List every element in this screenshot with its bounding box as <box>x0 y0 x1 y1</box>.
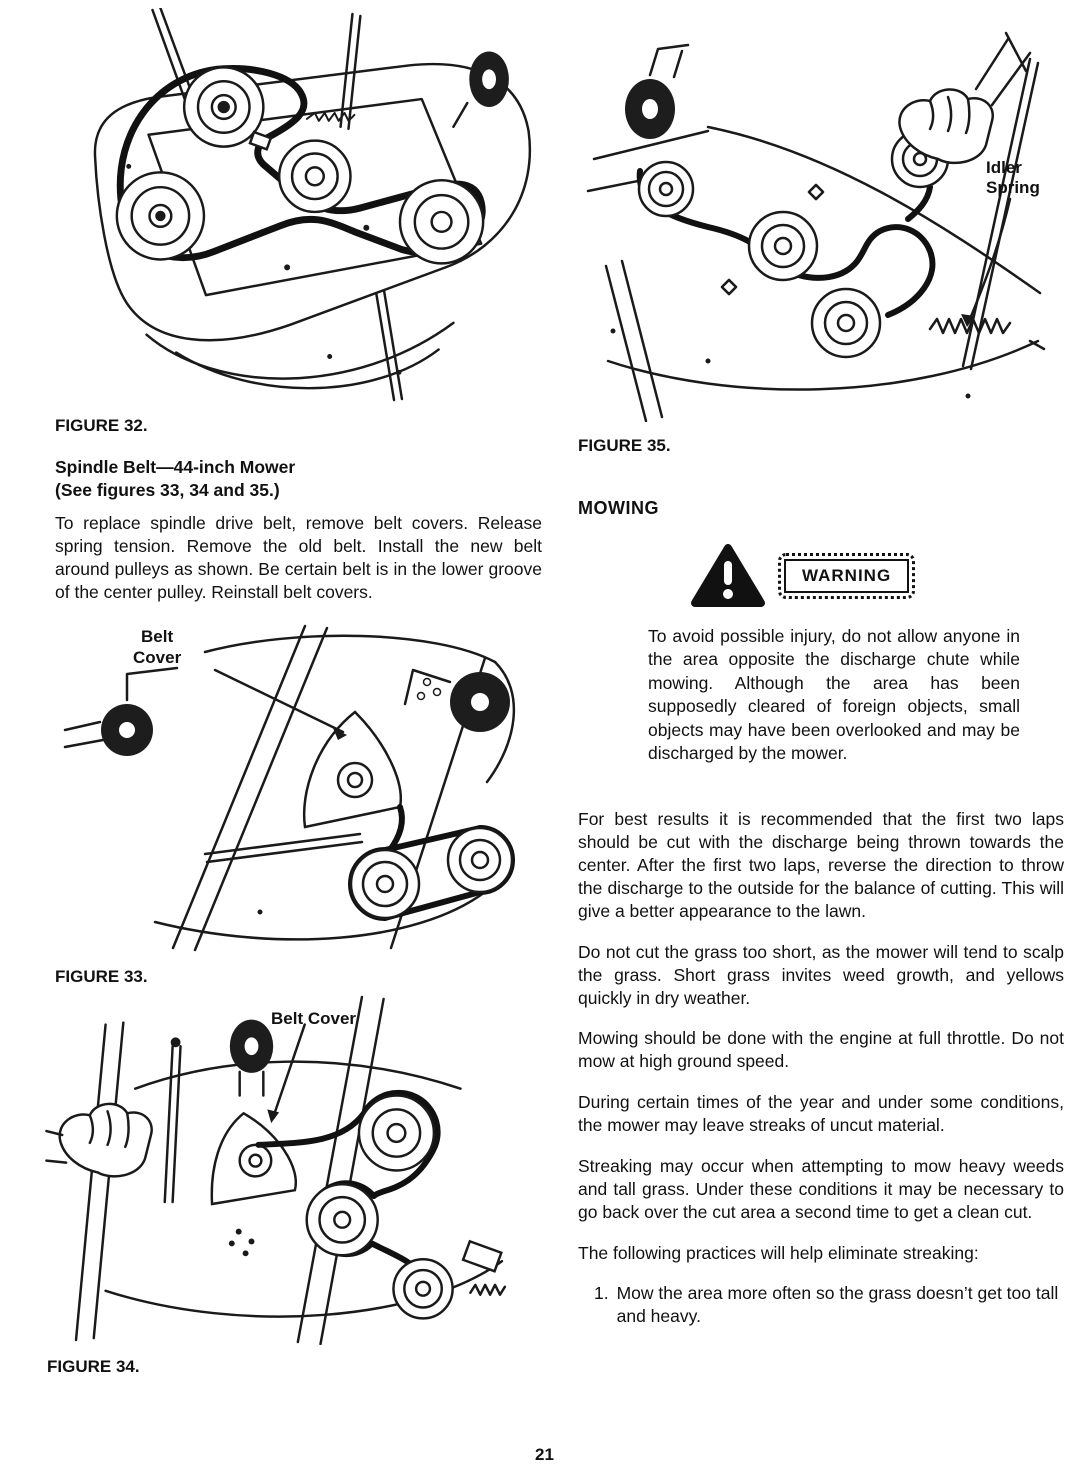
idler-bracket <box>463 1242 505 1295</box>
mowing-body <box>578 808 1064 1265</box>
body-paragraph: Mowing should be done with the engine at full throttle. Do not mow at high ground speed. <box>578 1028 1064 1072</box>
belt-cover-plate <box>212 1114 296 1205</box>
body-paragraph: The following practices will help eliminate streaking: <box>578 1242 979 1263</box>
numbered-list-item <box>578 1282 1064 1328</box>
bolts <box>229 1229 255 1257</box>
warning-header <box>690 543 1064 609</box>
label-arrow <box>267 1025 304 1124</box>
label-arrow <box>215 670 347 740</box>
wheel <box>230 1020 273 1096</box>
figure-35 <box>578 30 1064 426</box>
figure-35-caption: FIGURE 35. <box>578 436 671 455</box>
figure-34-caption: FIGURE 34. <box>47 1357 140 1377</box>
figure-33-caption: FIGURE 33. <box>55 967 148 987</box>
spindle-heading <box>55 456 542 502</box>
idler-spring-label-line1: Idler <box>986 158 1022 177</box>
list-item-number: 1. <box>594 1283 609 1304</box>
figure-35-drawing <box>578 30 1048 422</box>
right-column <box>578 30 1064 1328</box>
right-wheel <box>405 670 510 732</box>
figure-33 <box>55 621 542 957</box>
warning-badge: WARNING <box>784 559 909 593</box>
body-paragraph: During certain times of the year and under some conditions, the mower may leave streaks of uncut material. <box>578 1092 1064 1136</box>
caster-wheel <box>453 52 508 127</box>
warning-triangle-icon <box>690 543 766 609</box>
belt-cover-label: Belt Cover <box>271 1009 357 1029</box>
figure-32-caption: FIGURE 32. <box>55 416 148 435</box>
left-column <box>47 8 542 1377</box>
pulleys <box>307 1096 453 1319</box>
spindle-heading-line2: (See figures 33, 34 and 35.) <box>55 479 280 500</box>
caster-wheel <box>625 45 688 139</box>
figure-34-drawing <box>43 995 530 1345</box>
left-wheel <box>101 668 177 756</box>
figure-32 <box>55 8 542 406</box>
figure-34 <box>43 995 542 1347</box>
body-paragraph: Streaking may occur when attempting to mow heavy weeds and tall grass. Under these conditions it may be necessary to go back over the cut area a second time to get a clean cut. <box>578 1155 1064 1222</box>
belt-cover-label-line2: Cover <box>133 647 182 667</box>
figure-33-drawing <box>55 621 542 953</box>
body-paragraph: For best results it is recommended that the first two laps should be cut with the discharge being thrown towards the center. After the first two laps, reverse the direction to throw the discharge to the outside for the balance of cutting. This will give a better appearance to the lawn. <box>578 808 1064 921</box>
idler-spring-label <box>986 158 1040 199</box>
list-item-text: Mow the area more often so the grass doesn’t get too tall and heavy. <box>616 1283 1059 1327</box>
warning-text: To avoid possible injury, do not allow anyone in the area opposite the discharge chute while mowing. Although the area has been supposedly cleared of foreign objects, small objects may have been overlooked and may be discharged by the mower. <box>648 626 1020 764</box>
spindle-heading-line1: Spindle Belt—44-inch Mower <box>55 457 296 477</box>
mowing-heading: MOWING <box>578 498 659 518</box>
body-paragraph: Do not cut the grass too short, as the mower will tend to scalp the grass. Short grass invites weed growth, and yellows quickly in dry weather. <box>578 941 1064 1008</box>
belt-cover-label-line1: Belt <box>141 627 174 647</box>
idler-spring-label-line2: Spring <box>986 178 1040 198</box>
bolts <box>611 329 971 399</box>
idler-spring <box>930 319 1044 349</box>
pulleys <box>639 131 948 357</box>
belt-cover-plate <box>304 712 401 827</box>
belt-cover-label <box>133 627 181 668</box>
hand <box>46 1104 151 1176</box>
figure-32-drawing <box>55 8 542 404</box>
page-number: 21 <box>535 1445 554 1464</box>
spindle-paragraph: To replace spindle drive belt, remove belt covers. Release spring tension. Remove the old belt. Install the new belt around pulleys as shown. Be certain belt is in the lower groove of the center pulley. Reinstall belt covers. <box>55 512 542 602</box>
